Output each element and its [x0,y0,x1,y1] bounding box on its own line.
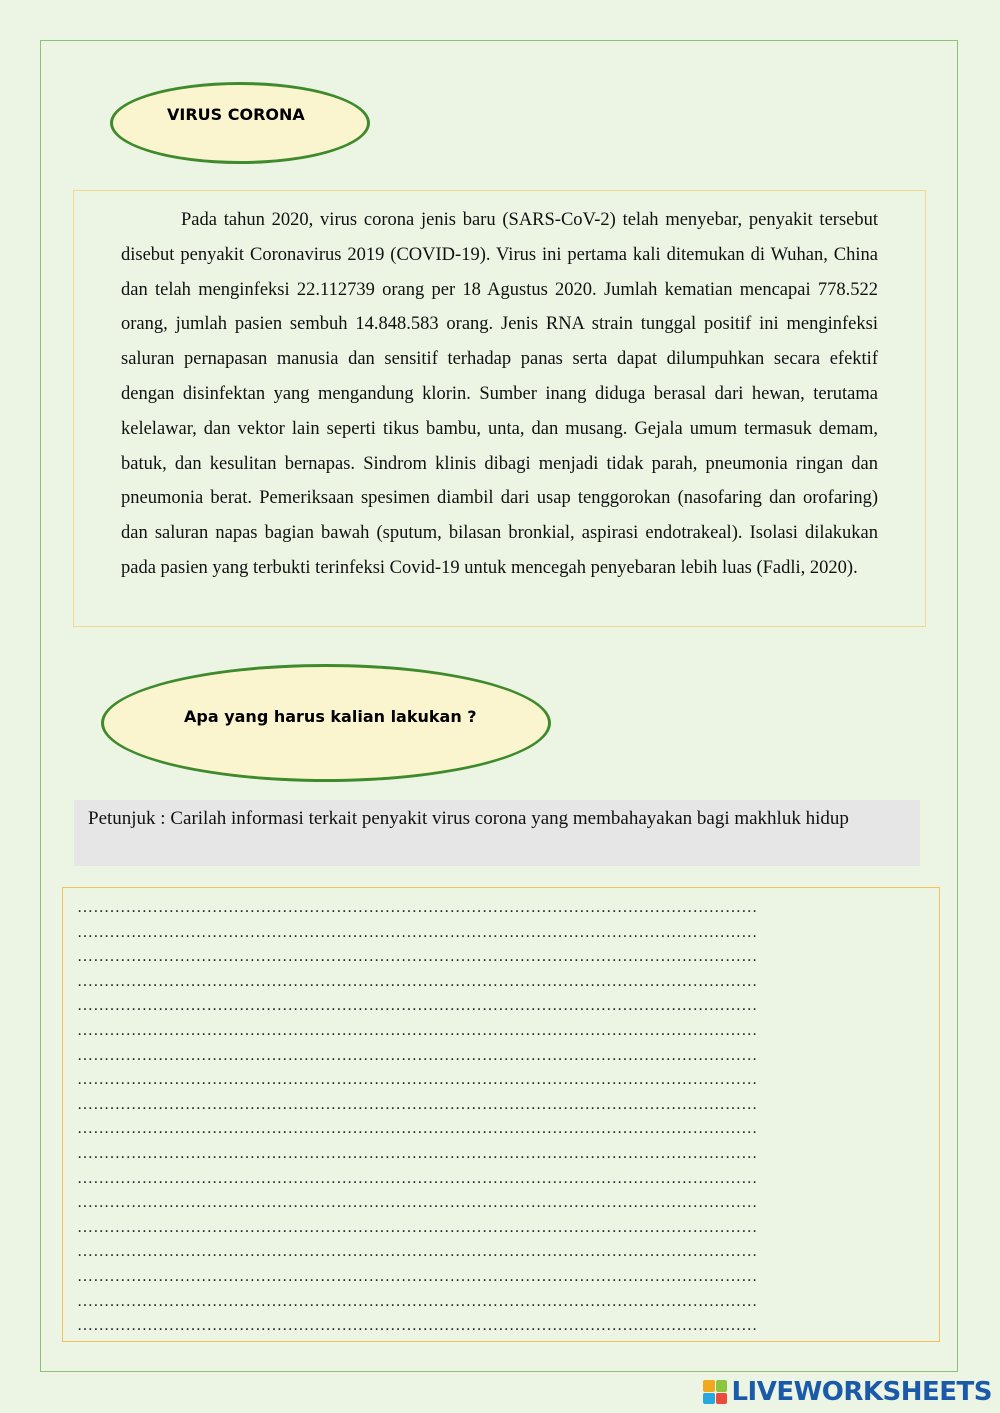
reading-paragraph: Pada tahun 2020, virus corona jenis baru (SARS-CoV-2) telah menyebar, penyakit tersebut disebut penyakit Coronavirus 2019 (COVID-19). Virus ini pertama kali ditemukan di Wuhan, China dan telah menginfeksi 22.112739 orang per 18 Agustus 2020. Jumlah kematian mencapai 778.522 orang, jumlah pasien sembuh 14.848.583 orang. Jenis RNA strain tunggal positif ini menginfeksi saluran pernapasan manusia dan sensitif terhadap panas serta dapat dilumpuhkan secara efektif dengan disinfektan yang mengandung klorin. Sumber inang diduga berasal dari hewan, terutama kelelawar, dan vektor lain seperti tikus bambu, unta, dan musang. Gejala umum termasuk demam, batuk, dan kesulitan bernapas. Sindrom klinis dibagi menjadi tidak parah, pneumonia ringan dan pneumonia berat. Pemeriksaan spesimen diambil dari usap tenggorokan (nasofaring dan orofaring) dan saluran napas bagian bawah (sputum, bilasan bronkial, aspirasi endotrakeal). Isolasi dilakukan pada pasien yang terbukti terinfeksi Covid-19 untuk mencegah penyebaran lebih luas (Fadli, 2020). [121,210,878,578]
liveworksheets-logo[interactable] [703,1377,992,1407]
answer-line[interactable]: ……………………………………………………………………………………………………………… [77,1144,758,1162]
answer-line[interactable]: ……………………………………………………………………………………………………………… [77,1120,758,1138]
answer-box[interactable] [62,887,940,1342]
answer-line[interactable]: ……………………………………………………………………………………………………………… [77,1218,758,1236]
instruction-text: Petunjuk : Carilah informasi terkait penyakit virus corona yang membahayakan bagi makhluk hidup [88,808,849,829]
answer-line[interactable]: ……………………………………………………………………………………………………………… [77,1021,758,1039]
answer-line[interactable]: ……………………………………………………………………………………………………………… [77,1169,758,1187]
answer-line[interactable]: ……………………………………………………………………………………………………………… [77,1292,758,1310]
answer-line[interactable]: ……………………………………………………………………………………………………………… [77,1046,758,1064]
answer-line[interactable]: ……………………………………………………………………………………………………………… [77,1267,758,1285]
answer-line[interactable]: ……………………………………………………………………………………………………………… [77,1243,758,1261]
answer-line[interactable]: ……………………………………………………………………………………………………………… [77,923,758,941]
answer-line[interactable]: ……………………………………………………………………………………………………………… [77,899,758,916]
answer-line[interactable]: ……………………………………………………………………………………………………………… [77,1095,758,1113]
liveworksheets-logo-text: LIVEWORKSHEETS [731,1377,992,1407]
reading-text-box [73,190,926,627]
answer-line[interactable]: ……………………………………………………………………………………………………………… [77,1071,758,1089]
heading-virus-corona: VIRUS CORONA [167,104,305,124]
answer-line[interactable]: ……………………………………………………………………………………………………………… [77,1194,758,1212]
heading-oval-virus-corona [110,82,370,164]
answer-line[interactable]: ……………………………………………………………………………………………………………… [77,997,758,1015]
heading-oval-task [101,664,551,782]
heading-task: Apa yang harus kalian lakukan ? [184,706,477,726]
instruction-box [74,800,920,866]
answer-line[interactable]: ……………………………………………………………………………………………………………… [77,948,758,966]
liveworksheets-logo-icon [703,1380,727,1404]
answer-line[interactable]: ……………………………………………………………………………………………………………… [77,1317,758,1335]
answer-line[interactable]: ……………………………………………………………………………………………………………… [77,972,758,990]
